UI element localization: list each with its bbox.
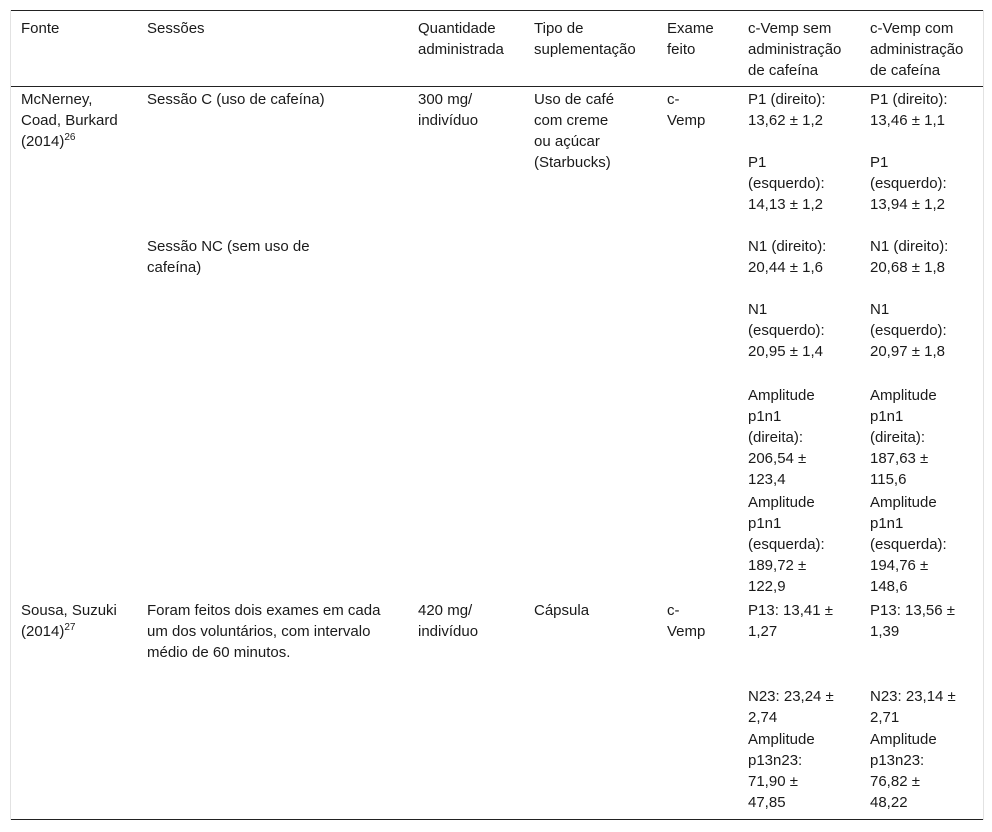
study1-com-amp-direita: Amplitude p1n1 (direita): 187,63 ± 115,6 [870, 387, 937, 488]
study1-sem-amp-direita: Amplitude p1n1 (direita): 206,54 ± 123,4 [748, 387, 815, 488]
study2-tipo: Cápsula [534, 602, 590, 619]
study1-sem-p1-esquerdo: P1 (esquerdo): 14,13 ± 1,2 [748, 154, 825, 213]
study1-sem-n1-esquerdo: N1 (esquerdo): 20,95 ± 1,4 [748, 301, 825, 360]
study2-exame: c-Vemp [667, 602, 706, 640]
header-com-cafeina: c-Vemp com administração de cafeína [870, 20, 964, 79]
study2-quantidade: 420 mg/ indivíduo [418, 602, 479, 640]
table-bottom-rule [11, 819, 983, 820]
study1-fonte: McNerney, Coad, Burkard $(2014)^{26}$ [21, 91, 118, 150]
study2-sessao: Foram feitos dois exames em cada um dos voluntários, com intervalo médio de 60 minutos. [147, 602, 381, 661]
study2-com-amplitude: Amplitude p13n23: 76,82 ± 48,22 [870, 731, 937, 811]
study1-sem-amp-esquerda: Amplitude p1n1 (esquerda): 189,72 ± 122,9 [748, 494, 825, 595]
study1-com-n1-direito: N1 (direito): 20,68 ± 1,8 [870, 238, 949, 276]
header-rule [11, 86, 983, 87]
study1-ref: 26 [64, 132, 76, 143]
results-table [10, 10, 984, 820]
study1-quantidade: 300 mg/ indivíduo [418, 91, 479, 129]
header-fonte: Fonte [21, 20, 60, 37]
study1-sessao-c: Sessão C (uso de cafeína) [147, 91, 325, 108]
study1-com-n1-esquerdo: N1 (esquerdo): 20,97 ± 1,8 [870, 301, 947, 360]
study2-sem-amplitude: Amplitude p13n23: 71,90 ± 47,85 [748, 731, 815, 811]
study1-sem-n1-direito: N1 (direito): 20,44 ± 1,6 [748, 238, 827, 276]
study2-sem-p13: P13: 13,41 ± 1,27 [748, 602, 833, 640]
study2-ref: 27 [64, 622, 76, 633]
header-quantidade: Quantidade administrada [418, 20, 504, 58]
study1-sessao-nc: Sessão NC (sem uso de cafeína) [147, 238, 310, 276]
study2-com-n23: N23: 23,14 ± 2,71 [870, 688, 956, 726]
header-sem-cafeina: c-Vemp sem administração de cafeína [748, 20, 842, 79]
study1-com-amp-esquerda: Amplitude p1n1 (esquerda): 194,76 ± 148,6 [870, 494, 947, 595]
study1-exame: c-Vemp [667, 91, 706, 129]
study2-fonte: Sousa, Suzuki $(2014)^{27}$ [21, 602, 117, 640]
study1-sem-p1-direito: P1 (direito): 13,62 ± 1,2 [748, 91, 826, 129]
study1-com-p1-direito: P1 (direito): 13,46 ± 1,1 [870, 91, 948, 129]
study2-com-p13: P13: 13,56 ± 1,39 [870, 602, 955, 640]
study2-sem-n23: N23: 23,24 ± 2,74 [748, 688, 834, 726]
study1-com-p1-esquerdo: P1 (esquerdo): 13,94 ± 1,2 [870, 154, 947, 213]
table-top-rule [11, 10, 983, 11]
header-sessoes: Sessões [147, 20, 205, 37]
header-exame: Exame feito [667, 20, 714, 58]
header-tipo: Tipo de suplementação [534, 20, 636, 58]
study1-tipo: Uso de café com creme ou açúcar (Starbucks) [534, 91, 615, 171]
